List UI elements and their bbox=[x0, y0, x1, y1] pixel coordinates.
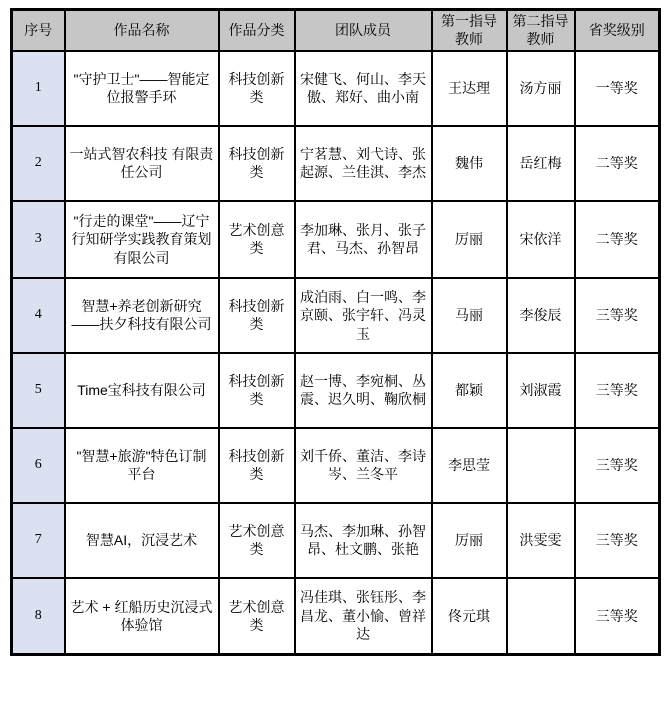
cell-members: 冯佳琪、张钰彤、李昌龙、董小愉、曾祥达 bbox=[295, 578, 432, 655]
cell-members: 赵一博、李宛桐、丛震、迟久明、鞠欣桐 bbox=[295, 353, 432, 428]
cell-teacher2: 刘淑霞 bbox=[507, 353, 575, 428]
cell-category: 艺术创意类 bbox=[219, 503, 295, 578]
header-teacher1: 第一指导教师 bbox=[432, 10, 507, 51]
cell-no: 6 bbox=[12, 428, 65, 503]
cell-work-name: "行走的课堂"——辽宁行知研学实践教育策划有限公司 bbox=[65, 201, 219, 278]
table-row-2 bbox=[12, 126, 660, 201]
cell-teacher1: 佟元琪 bbox=[432, 578, 507, 655]
cell-teacher2 bbox=[507, 428, 575, 503]
cell-work-name: 智慧+养老创新研究——扶夕科技有限公司 bbox=[65, 278, 219, 353]
cell-teacher1: 厉丽 bbox=[432, 201, 507, 278]
cell-teacher2: 洪雯雯 bbox=[507, 503, 575, 578]
cell-no: 3 bbox=[12, 201, 65, 278]
table-row-1 bbox=[12, 51, 660, 126]
cell-members: 刘千侨、董洁、李诗岑、兰冬平 bbox=[295, 428, 432, 503]
table-row-7 bbox=[12, 503, 660, 578]
cell-category: 艺术创意类 bbox=[219, 578, 295, 655]
table-row-6 bbox=[12, 428, 660, 503]
cell-no: 2 bbox=[12, 126, 65, 201]
cell-teacher2 bbox=[507, 578, 575, 655]
cell-category: 科技创新类 bbox=[219, 51, 295, 126]
header-category: 作品分类 bbox=[219, 10, 295, 51]
table-row-3 bbox=[12, 201, 660, 278]
cell-teacher1: 李思莹 bbox=[432, 428, 507, 503]
cell-work-name: "智慧+旅游"特色订制平台 bbox=[65, 428, 219, 503]
cell-no: 1 bbox=[12, 51, 65, 126]
cell-members: 成泊雨、白一鸣、李京颐、张宇轩、冯灵玉 bbox=[295, 278, 432, 353]
cell-no: 4 bbox=[12, 278, 65, 353]
cell-category: 科技创新类 bbox=[219, 278, 295, 353]
header-name: 作品名称 bbox=[65, 10, 219, 51]
header-members: 团队成员 bbox=[295, 10, 432, 51]
table-row-5 bbox=[12, 353, 660, 428]
cell-award: 二等奖 bbox=[575, 126, 660, 201]
cell-teacher2: 宋依洋 bbox=[507, 201, 575, 278]
header-no: 序号 bbox=[12, 10, 65, 51]
cell-members: 马杰、李加琳、孙智昂、杜文鹏、张艳 bbox=[295, 503, 432, 578]
header-row bbox=[12, 10, 660, 51]
cell-teacher1: 厉丽 bbox=[432, 503, 507, 578]
table-row-8 bbox=[12, 578, 660, 655]
cell-teacher1: 都颖 bbox=[432, 353, 507, 428]
cell-no: 7 bbox=[12, 503, 65, 578]
cell-award: 三等奖 bbox=[575, 578, 660, 655]
cell-work-name: 智慧AI，沉浸艺术 bbox=[65, 503, 219, 578]
cell-work-name: 一站式智农科技 有限责任公司 bbox=[65, 126, 219, 201]
cell-teacher2: 李俊辰 bbox=[507, 278, 575, 353]
cell-members: 宋健飞、何山、李天傲、郑好、曲小南 bbox=[295, 51, 432, 126]
cell-work-name: 艺术 + 红船历史沉浸式体验馆 bbox=[65, 578, 219, 655]
cell-award: 三等奖 bbox=[575, 503, 660, 578]
cell-work-name: "守护卫士"——智能定位报警手环 bbox=[65, 51, 219, 126]
header-teacher2: 第二指导教师 bbox=[507, 10, 575, 51]
cell-award: 二等奖 bbox=[575, 201, 660, 278]
cell-no: 8 bbox=[12, 578, 65, 655]
cell-category: 艺术创意类 bbox=[219, 201, 295, 278]
cell-no: 5 bbox=[12, 353, 65, 428]
header-award: 省奖级别 bbox=[575, 10, 660, 51]
cell-category: 科技创新类 bbox=[219, 126, 295, 201]
cell-teacher2: 岳红梅 bbox=[507, 126, 575, 201]
cell-category: 科技创新类 bbox=[219, 428, 295, 503]
cell-members: 李加琳、张月、张子君、马杰、孙智昂 bbox=[295, 201, 432, 278]
cell-teacher1: 魏伟 bbox=[432, 126, 507, 201]
cell-teacher1: 王达理 bbox=[432, 51, 507, 126]
cell-award: 三等奖 bbox=[575, 428, 660, 503]
cell-teacher1: 马丽 bbox=[432, 278, 507, 353]
table-row-4 bbox=[12, 278, 660, 353]
cell-award: 三等奖 bbox=[575, 353, 660, 428]
cell-teacher2: 汤方丽 bbox=[507, 51, 575, 126]
cell-category: 科技创新类 bbox=[219, 353, 295, 428]
cell-work-name: Time宝科技有限公司 bbox=[65, 353, 219, 428]
cell-members: 宁茗慧、刘弋诗、张起源、兰佳淇、李杰 bbox=[295, 126, 432, 201]
awards-table bbox=[10, 8, 661, 656]
cell-award: 一等奖 bbox=[575, 51, 660, 126]
cell-award: 三等奖 bbox=[575, 278, 660, 353]
